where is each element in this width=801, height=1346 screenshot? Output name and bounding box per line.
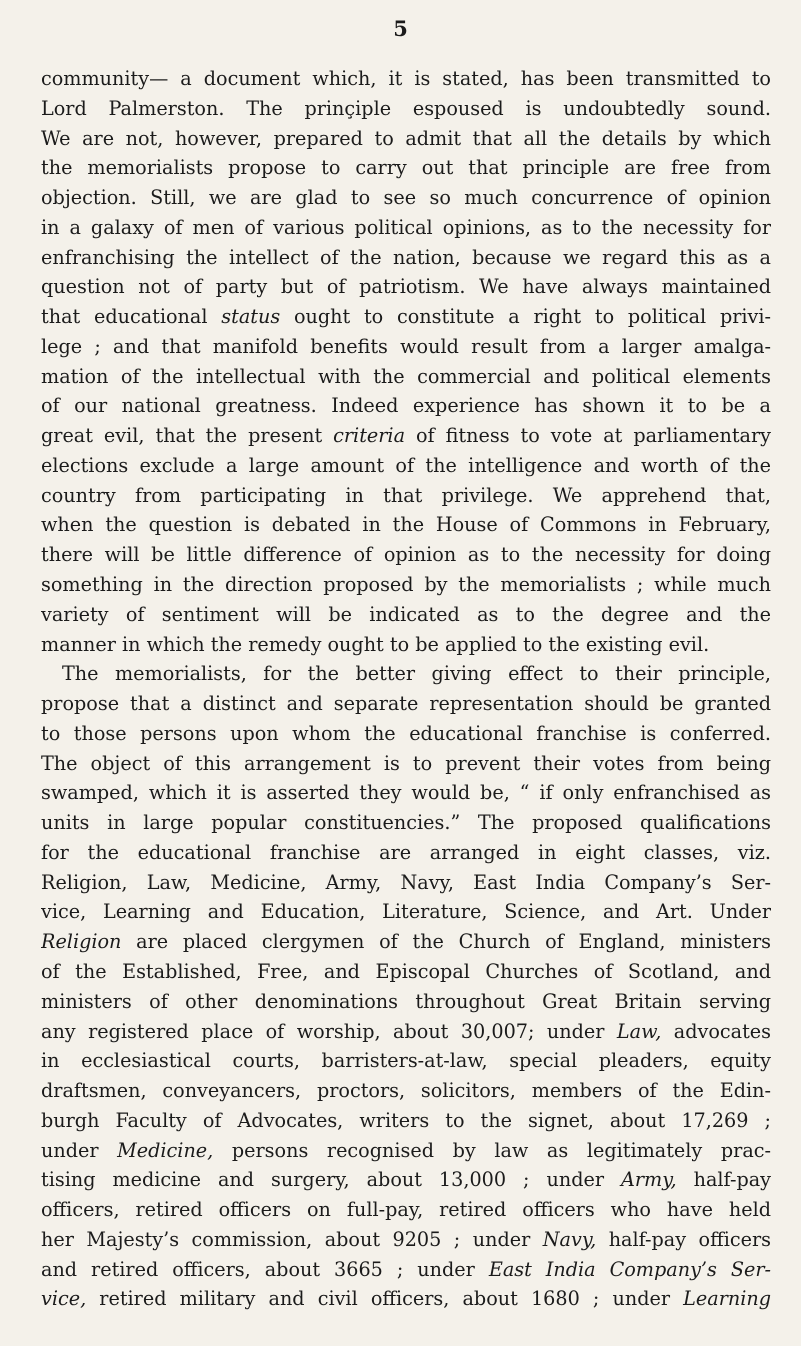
text-run: persons recognised by law as legitimately prac- [213, 1138, 771, 1162]
text-run: of the Established, Free, and Episcopal Churches of Scotland, and [41, 959, 771, 983]
text-line [41, 183, 771, 213]
text-run: in a galaxy of men of various political opinions, as to the necessity for [41, 215, 771, 239]
text-run: for the educational franchise are arranged in eight classes, viz. [41, 840, 771, 864]
text-run: objection. Still, we are glad to see so much concurrence of opinion [41, 186, 771, 210]
text-line [41, 1106, 771, 1136]
text-line [41, 927, 771, 957]
text-run: The memorialists, for the better giving effect to their principle, [62, 662, 771, 686]
text-run: ought to constitute a right to political privi- [280, 305, 771, 329]
text-run: officers, retired officers on full-pay, retired officers who have held [41, 1198, 771, 1222]
text-run: when the question is debated in the House of Commons in February, [41, 513, 771, 537]
text-run: Religion, Law, Medicine, Army, Navy, East India Company’s Ser- [41, 870, 771, 894]
text-line [41, 719, 771, 749]
text-line [41, 302, 771, 332]
text-run: country from participating in that privilege. We apprehend that, [41, 483, 771, 507]
text-run: ministers of other denominations throughout Great Britain serving [41, 989, 771, 1013]
text-run: question not of party but of patriotism. We have always maintained [41, 275, 771, 299]
text-run: half-pay [676, 1168, 771, 1192]
text-line [41, 1255, 771, 1285]
text-run: community— a document which, it is stated, has been transmitted to [41, 67, 771, 90]
text-line [41, 421, 771, 451]
text-run: any registered place of worship, about 30,007; under [41, 1019, 617, 1043]
text-line [41, 64, 771, 94]
italic-text: Law, [616, 1019, 662, 1043]
text-line [41, 1225, 771, 1255]
text-line [41, 838, 771, 868]
text-line [41, 897, 771, 927]
italic-text: vice, [41, 1287, 87, 1311]
text-line [41, 243, 771, 273]
text-run: of fitness to vote at parliamentary [405, 424, 771, 448]
text-run: great evil, that the present [41, 424, 334, 448]
text-run: to those persons upon whom the educational franchise is conferred. [41, 721, 771, 745]
text-line [41, 1165, 771, 1195]
text-run: draftsmen, conveyancers, proctors, solicitors, members of the Edin- [41, 1079, 771, 1103]
text-run: swamped, which it is asserted they would be, “ if only enfranchised as [41, 781, 771, 805]
text-line [41, 987, 771, 1017]
text-run: advocates [661, 1019, 771, 1043]
text-line [41, 957, 771, 987]
text-run: of our national greatness. Indeed experience has shown it to be a [41, 394, 771, 418]
italic-text: criteria [333, 424, 406, 448]
text-run: vice, Learning and Education, Literature, Science, and Art. Under [41, 900, 771, 924]
text-line [41, 1046, 771, 1076]
text-line [41, 332, 771, 362]
italic-text: Learning [683, 1287, 771, 1311]
text-line [41, 630, 771, 660]
italic-text: Army, [621, 1168, 677, 1192]
text-run: lege ; and that manifold benefits would result from a larger amalga- [41, 334, 771, 358]
text-line [41, 600, 771, 630]
paragraph [41, 659, 771, 1314]
text-run: variety of sentiment will be indicated as to the degree and the [41, 602, 771, 626]
italic-text: Medicine, [117, 1138, 214, 1162]
text-run: manner in which the remedy ought to be applied to the existing evil. [41, 632, 710, 656]
text-run: units in large popular constituencies.” The proposed qualifications [41, 811, 771, 835]
text-run: The object of this arrangement is to prevent their votes from being [41, 751, 771, 775]
text-run: tising medicine and surgery, about 13,000 ; under [41, 1168, 621, 1192]
text-line [41, 153, 771, 183]
text-run: half-pay officers [596, 1227, 771, 1251]
text-line [41, 391, 771, 421]
text-run: retired military and civil officers, about 1680 ; under [86, 1287, 684, 1311]
italic-text: East India Company’s Ser- [488, 1257, 771, 1281]
text-line [41, 1136, 771, 1166]
text-line [41, 124, 771, 154]
text-line [41, 1076, 771, 1106]
text-run: in ecclesiastical courts, barristers-at-law, special pleaders, equity [41, 1049, 771, 1073]
text-line [41, 570, 771, 600]
text-run: are placed clergymen of the Church of England, ministers [121, 930, 771, 954]
text-line [41, 272, 771, 302]
text-line [41, 808, 771, 838]
text-run: her Majesty’s commission, about 9205 ; under [41, 1227, 543, 1251]
page-number: 5 [393, 16, 408, 41]
text-run: enfranchising the intellect of the nation, because we regard this as a [41, 245, 771, 269]
text-line [41, 451, 771, 481]
text-line [41, 1017, 771, 1047]
text-line [41, 94, 771, 124]
text-run: there will be little difference of opinion as to the necessity for doing [41, 543, 771, 567]
text-run: We are not, however, prepared to admit that all the details by which [41, 126, 771, 150]
text-line [41, 481, 771, 511]
text-run: under [41, 1138, 118, 1162]
text-line [41, 213, 771, 243]
text-line [41, 659, 771, 689]
paragraph [41, 64, 771, 659]
text-line [41, 778, 771, 808]
text-line [41, 540, 771, 570]
text-run: propose that a distinct and separate representation should be granted [41, 692, 771, 716]
text-line [41, 868, 771, 898]
text-run: something in the direction proposed by the memorialists ; while much [41, 573, 771, 597]
text-line [41, 362, 771, 392]
text-run: mation of the intellectual with the commercial and political elements [41, 364, 771, 388]
italic-text: Religion [41, 930, 122, 954]
text-line [41, 1195, 771, 1225]
text-line [41, 749, 771, 779]
body-text [41, 64, 771, 1314]
italic-text: status [221, 305, 281, 329]
italic-text: Navy, [542, 1227, 597, 1251]
text-run: burgh Faculty of Advocates, writers to the signet, about 17,269 ; [41, 1108, 771, 1132]
text-line [41, 510, 771, 540]
text-line [41, 1284, 771, 1314]
text-run: that educational [41, 305, 222, 329]
text-run: Lord Palmerston. The prinçiple espoused is undoubtedly sound. [41, 96, 771, 120]
text-line [41, 689, 771, 719]
text-run: the memorialists propose to carry out that principle are free from [41, 156, 771, 180]
text-run: elections exclude a large amount of the intelligence and worth of the [41, 453, 771, 477]
text-run: and retired officers, about 3665 ; under [41, 1257, 489, 1281]
